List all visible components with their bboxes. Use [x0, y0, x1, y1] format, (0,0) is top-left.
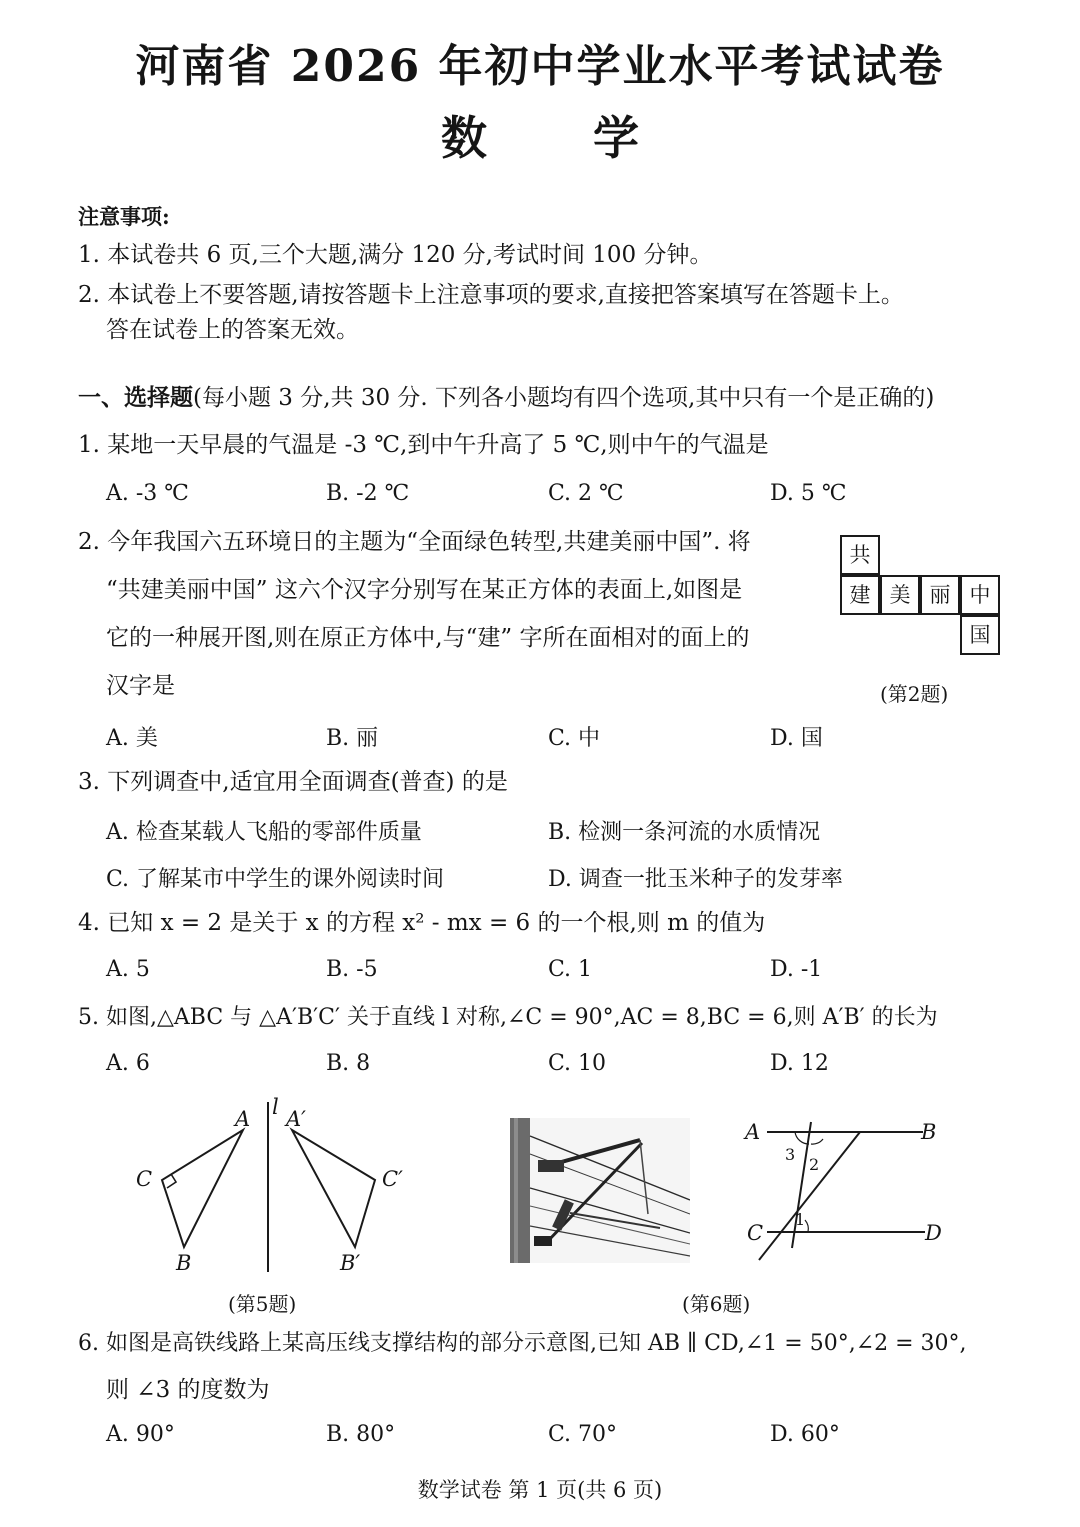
angle-3-arc — [795, 1132, 809, 1144]
page-footer: 数学试卷 第 1 页(共 6 页) — [417, 1478, 663, 1502]
net-face-jian: 建 — [840, 575, 880, 615]
q6-photo — [510, 1118, 690, 1263]
section-description: (每小题 3 分,共 30 分. 下列各小题均有四个选项,其中只有一个是正确的) — [193, 385, 935, 411]
q2-stem-line1: 2. 今年我国六五环境日的主题为“全面绿色转型,共建美丽中国”. 将 — [78, 529, 751, 555]
q3-stem: 3. 下列调查中,适宜用全面调查(普查) 的是 — [78, 769, 508, 795]
label-c: C — [747, 1221, 764, 1245]
q3-option-d[interactable]: D. 调查一批玉米种子的发芽率 — [548, 867, 843, 892]
triangle-a-prime — [292, 1130, 375, 1247]
q6-stem-line2: 则 ∠3 的度数为 — [106, 1377, 270, 1403]
net-face-gong: 共 — [840, 535, 880, 575]
section-label: 一、选择题 — [78, 384, 193, 411]
label-d: D — [925, 1221, 942, 1245]
label-a: A — [745, 1120, 761, 1144]
q6-figure-caption: (第6题) — [682, 1292, 751, 1316]
q6-stem-line1: 6. 如图是高铁线路上某高压线支撑结构的部分示意图,已知 AB ∥ CD,∠1 = 50°,∠2 = 30°, — [78, 1331, 967, 1356]
notice-item-2-cont: 答在试卷上的答案无效。 — [106, 317, 359, 343]
label-b: B — [921, 1120, 937, 1144]
q5-option-b[interactable]: B. 8 — [326, 1051, 371, 1076]
transversal-2 — [759, 1132, 860, 1260]
q1-stem: 1. 某地一天早晨的气温是 -3 ℃,到中午升高了 5 ℃,则中午的气温是 — [78, 432, 769, 458]
q3-option-a[interactable]: A. 检查某载人飞船的零部件质量 — [106, 820, 422, 845]
q2-stem-line2: “共建美丽中国” 这六个汉字分别写在某正方体的表面上,如图是 — [106, 577, 743, 603]
q5-stem: 5. 如图,△ABC 与 △A′B′C′ 关于直线 l 对称,∠C = 90°,AC = 8,BC = 6,则 A′B′ 的长为 — [78, 1005, 938, 1030]
q1-option-a[interactable]: A. -3 ℃ — [106, 481, 189, 506]
angle-1-arc — [805, 1220, 808, 1232]
q4-stem: 4. 已知 x = 2 是关于 x 的方程 x² - mx = 6 的一个根,则 m 的值为 — [78, 910, 766, 936]
net-face-li: 丽 — [920, 575, 960, 615]
q1-option-c[interactable]: C. 2 ℃ — [548, 481, 624, 506]
q6-option-c[interactable]: C. 70° — [548, 1422, 618, 1447]
net-face-zhong: 中 — [960, 575, 1000, 615]
label-b: B — [176, 1251, 192, 1275]
insulator-top — [538, 1160, 564, 1172]
q3-option-c[interactable]: C. 了解某市中学生的课外阅读时间 — [106, 867, 445, 892]
label-c: C — [136, 1167, 153, 1191]
exam-title: 河南省 2026 年初中学业水平考试试卷 — [135, 41, 945, 92]
q4-option-d[interactable]: D. -1 — [770, 957, 823, 982]
net-face-guo: 国 — [960, 615, 1000, 655]
q6-option-a[interactable]: A. 90° — [106, 1422, 175, 1447]
q5-option-d[interactable]: D. 12 — [770, 1051, 829, 1076]
q2-stem-line3: 它的一种展开图,则在原正方体中,与“建” 字所在面相对的面上的 — [106, 625, 750, 651]
triangle-abc — [162, 1130, 243, 1247]
label-angle-2: 2 — [809, 1155, 820, 1174]
q2-option-d[interactable]: D. 国 — [770, 726, 823, 751]
q2-figure-caption: (第2题) — [880, 682, 949, 706]
q5-option-a[interactable]: A. 6 — [106, 1051, 150, 1076]
q2-option-a[interactable]: A. 美 — [106, 726, 158, 751]
q6-option-b[interactable]: B. 80° — [326, 1422, 396, 1447]
net-face-mei: 美 — [880, 575, 920, 615]
label-a-prime: A′ — [286, 1107, 306, 1131]
label-angle-3: 3 — [785, 1145, 796, 1164]
q6-figure — [735, 1108, 960, 1268]
label-l: l — [272, 1095, 279, 1119]
notice-item-2: 2. 本试卷上不要答题,请按答题卡上注意事项的要求,直接把答案填写在答题卡上。 — [78, 282, 904, 308]
q2-option-c[interactable]: C. 中 — [548, 726, 601, 751]
q6-option-d[interactable]: D. 60° — [770, 1422, 840, 1447]
q5-figure — [120, 1092, 440, 1282]
q4-option-a[interactable]: A. 5 — [106, 957, 150, 982]
q1-option-d[interactable]: D. 5 ℃ — [770, 481, 847, 506]
q2-stem-line4: 汉字是 — [106, 673, 175, 699]
q1-option-b[interactable]: B. -2 ℃ — [326, 481, 410, 506]
notice-heading: 注意事项: — [78, 204, 170, 229]
label-b-prime: B′ — [340, 1251, 361, 1275]
q3-option-b[interactable]: B. 检测一条河流的水质情况 — [548, 820, 821, 845]
label-a: A — [235, 1107, 251, 1131]
label-c-prime: C′ — [382, 1167, 403, 1191]
support-pole — [510, 1118, 530, 1263]
label-angle-1: 1 — [795, 1210, 806, 1229]
q2-option-b[interactable]: B. 丽 — [326, 726, 379, 751]
angle-2-arc — [811, 1139, 823, 1144]
q4-option-b[interactable]: B. -5 — [326, 957, 378, 982]
q5-option-c[interactable]: C. 10 — [548, 1051, 607, 1076]
q5-figure-caption: (第5题) — [228, 1292, 297, 1316]
notice-item-1: 1. 本试卷共 6 页,三个大题,满分 120 分,考试时间 100 分钟。 — [78, 242, 713, 268]
section-heading — [78, 381, 934, 415]
q4-option-c[interactable]: C. 1 — [548, 957, 593, 982]
subject-title: 数 学 — [440, 111, 639, 165]
